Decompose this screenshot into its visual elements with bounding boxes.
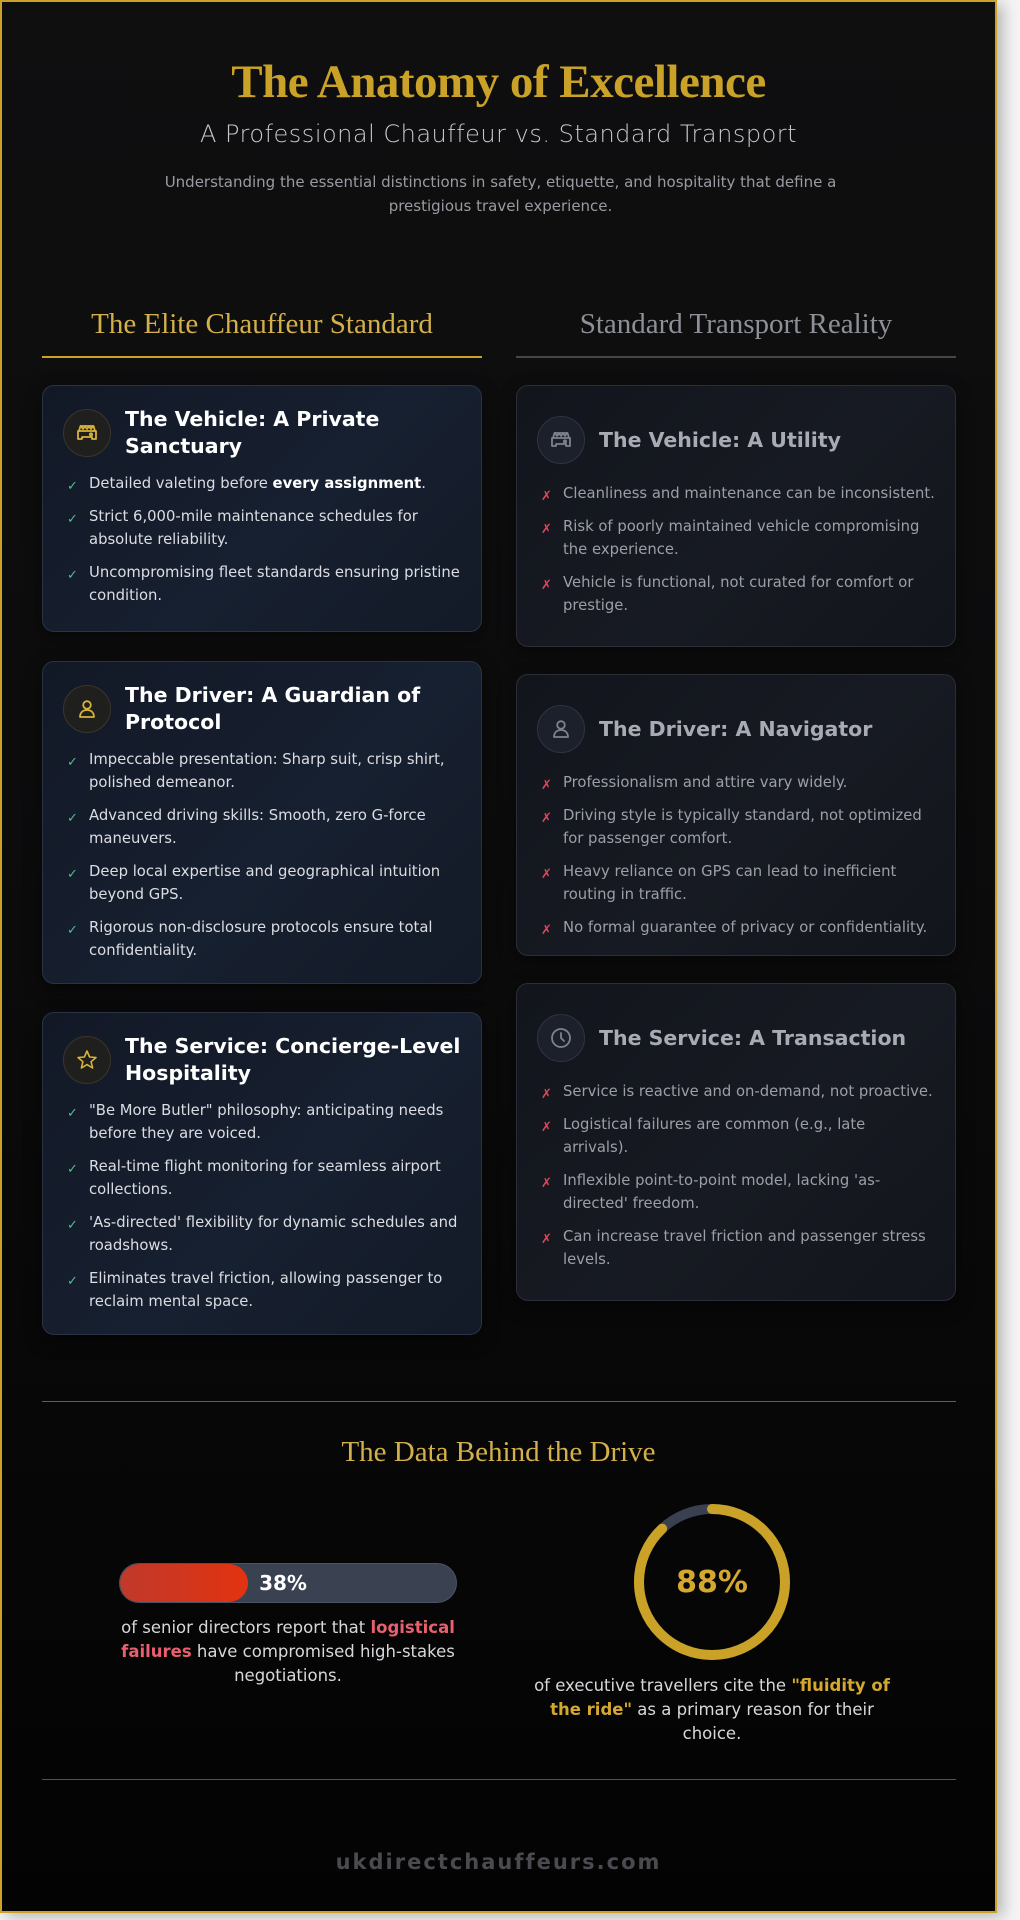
car-icon <box>537 416 585 464</box>
stat-progress-bar <box>119 1563 457 1603</box>
footer-site-link[interactable]: ukdirectchauffeurs.com <box>335 1850 662 1874</box>
standard-column-heading: Standard Transport Reality <box>516 302 956 358</box>
list-item: ✓ "Be More Butler" philosophy: anticipating needs before they are voiced. <box>67 1102 444 1142</box>
card-title: The Service: A Transaction <box>599 1025 907 1050</box>
cross-icon: ✗ <box>541 923 552 938</box>
cross-icon: ✗ <box>541 489 552 504</box>
stat-ring-chart <box>630 1500 794 1664</box>
card-title: The Service: Concierge-Level Hospitality <box>125 1034 461 1085</box>
elite-service-card <box>42 1012 482 1335</box>
list-item: ✗ Professionalism and attire vary widely. <box>537 771 935 794</box>
list-item: ✓ Deep local expertise and geographical intuition beyond GPS. <box>67 863 441 903</box>
ring-value: 88% <box>676 1564 748 1600</box>
card-title: The Vehicle: A Private Sanctuary <box>125 407 380 458</box>
list-item: ✗ Vehicle is functional, not curated for comfort or prestige. <box>541 574 914 614</box>
standard-driver-card <box>516 674 956 956</box>
star-icon <box>63 1036 111 1084</box>
cross-icon: ✗ <box>541 778 552 793</box>
list-item: ✓ Impeccable presentation: Sharp suit, crisp shirt, polished demeanor. <box>67 751 445 791</box>
list-item: ✗ Cleanliness and maintenance can be inconsistent. <box>537 482 935 505</box>
check-icon: ✓ <box>67 512 78 527</box>
person-icon <box>63 685 111 733</box>
check-icon: ✓ <box>67 811 78 826</box>
standard-service-card <box>516 983 956 1301</box>
section-divider <box>42 1779 956 1780</box>
cross-icon: ✗ <box>541 578 552 593</box>
list-item: ✓ Strict 6,000-mile maintenance schedules for absolute reliability. <box>67 508 418 548</box>
stat-ring-caption: of executive travellers cite the "fluidity of the ride" as a primary reason for their choice. <box>534 1676 890 1743</box>
standard-vehicle-card <box>516 385 956 647</box>
check-icon: ✓ <box>67 568 78 583</box>
cross-icon: ✗ <box>541 1176 552 1191</box>
list-item: ✗ Risk of poorly maintained vehicle compromising the experience. <box>541 518 920 558</box>
list-item: ✗ Heavy reliance on GPS can lead to inefficient routing in traffic. <box>541 863 897 903</box>
intro-text: Understanding the essential distinctions in safety, etiquette, and hospitality that define a prestigious travel experience. <box>164 173 837 215</box>
list-item: ✗ Can increase travel friction and passenger stress levels. <box>541 1228 926 1268</box>
section-divider <box>42 1401 956 1402</box>
list-item: ✓ Real-time flight monitoring for seamless airport collections. <box>67 1158 441 1198</box>
cross-icon: ✗ <box>541 811 552 826</box>
list-item: ✓ Advanced driving skills: Smooth, zero G-force maneuvers. <box>67 807 426 847</box>
cross-icon: ✗ <box>541 867 552 882</box>
check-icon: ✓ <box>67 755 78 770</box>
list-item: ✗ No formal guarantee of privacy or confidentiality. <box>537 916 935 939</box>
card-title: The Driver: A Guardian of Protocol <box>125 683 421 734</box>
cross-icon: ✗ <box>541 1232 552 1247</box>
check-icon: ✓ <box>67 479 78 494</box>
check-icon: ✓ <box>67 1218 78 1233</box>
check-icon: ✓ <box>67 867 78 882</box>
list-item: ✓ Eliminates travel friction, allowing passenger to reclaim mental space. <box>67 1270 443 1310</box>
card-title: The Driver: A Navigator <box>599 716 873 741</box>
list-item: ✗ Service is reactive and on-demand, not proactive. <box>537 1080 935 1103</box>
check-icon: ✓ <box>67 1162 78 1177</box>
clock-icon <box>537 1014 585 1062</box>
page-subtitle: A Professional Chauffeur vs. Standard Transport <box>199 120 798 148</box>
cross-icon: ✗ <box>541 1087 552 1102</box>
card-title: The Vehicle: A Utility <box>599 427 841 452</box>
list-item: ✓ 'As-directed' flexibility for dynamic schedules and roadshows. <box>67 1214 458 1254</box>
list-item: ✗ Inflexible point-to-point model, lacking 'as-directed' freedom. <box>541 1172 881 1212</box>
cross-icon: ✗ <box>541 522 552 537</box>
data-section-title: The Data Behind the Drive <box>341 1436 656 1468</box>
list-item: ✗ Logistical failures are common (e.g., late arrivals). <box>541 1116 866 1156</box>
list-item: ✓ Detailed valeting before every assignment. <box>63 472 461 495</box>
elite-vehicle-card <box>42 385 482 632</box>
check-icon: ✓ <box>67 1106 78 1121</box>
elite-driver-card <box>42 661 482 984</box>
car-icon <box>63 409 111 457</box>
progress-value: 38% <box>259 1571 307 1595</box>
check-icon: ✓ <box>67 923 78 938</box>
page-title: The Anatomy of Excellence <box>231 56 766 108</box>
list-item: ✓ Rigorous non-disclosure protocols ensure total confidentiality. <box>67 919 433 959</box>
elite-column-heading: The Elite Chauffeur Standard <box>42 302 482 358</box>
list-item: ✓ Uncompromising fleet standards ensuring pristine condition. <box>67 564 460 604</box>
cross-icon: ✗ <box>541 1120 552 1135</box>
list-item: ✗ Driving style is typically standard, not optimized for passenger comfort. <box>541 807 922 847</box>
person-icon <box>537 705 585 753</box>
stat-bar-caption: of senior directors report that logistical failures have compromised high-stakes negotiations. <box>121 1618 455 1685</box>
check-icon: ✓ <box>67 1274 78 1289</box>
